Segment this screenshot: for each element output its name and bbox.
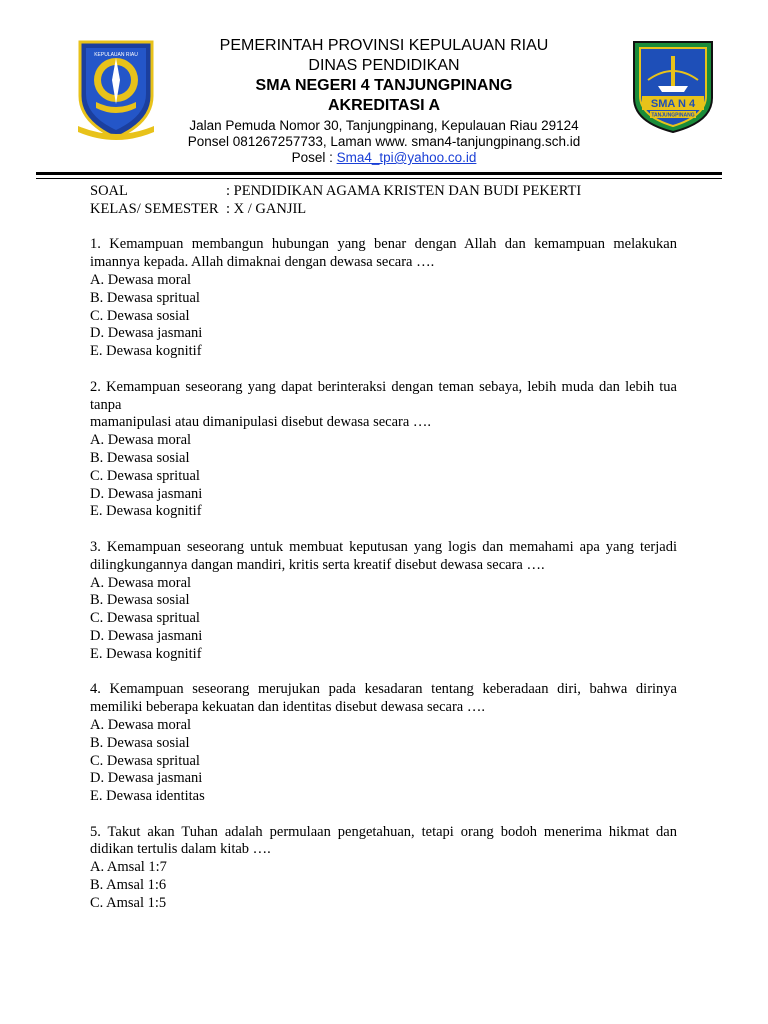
school-logo xyxy=(628,36,718,134)
department-name: DINAS PENDIDIKAN xyxy=(308,57,460,74)
contact-block xyxy=(160,118,608,166)
header-divider-thin xyxy=(36,178,722,179)
class-value: : X / GANJIL xyxy=(226,200,307,217)
option-a: A. Amsal 1:7 xyxy=(90,859,167,876)
question-text: 3. Kemampuan seseorang untuk membuat keputusan yang logis dan memahami apa yang terjadi dilingkungannya dangan mandiri, kritis serta kreatif disebut dewasa secara …. xyxy=(90,538,677,573)
question-text-continued: mamanipulasi atau dimanipulasi disebut dewasa secara …. xyxy=(90,414,432,431)
email-link[interactable]: Sma4_tpi@yahoo.co.id xyxy=(336,150,477,165)
question-text: 5. Takut akan Tuhan adalah permulaan pengetahuan, tetapi orang bodoh menerima hikmat dan didikan tertulis dalam kitab …. xyxy=(90,823,677,858)
letterhead-text xyxy=(160,36,608,116)
option-b: B. Amsal 1:6 xyxy=(90,877,167,894)
option-d: D. Dewasa jasmani xyxy=(90,325,203,342)
subject-value: : PENDIDIKAN AGAMA KRISTEN DAN BUDI PEKERTI xyxy=(226,183,582,199)
option-e: E. Dewasa kognitif xyxy=(90,343,202,360)
class-label: KELAS/ SEMESTER xyxy=(90,200,219,217)
option-d: D. Dewasa jasmani xyxy=(90,627,203,644)
question-4 xyxy=(90,681,677,806)
option-c: C. Dewasa sosial xyxy=(90,307,190,324)
question-2 xyxy=(90,379,677,521)
option-b: B. Dewasa spritual xyxy=(90,289,200,306)
class-row xyxy=(90,201,677,219)
option-d: D. Dewasa jasmani xyxy=(90,770,203,787)
option-d: D. Dewasa jasmani xyxy=(90,485,203,502)
question-text: 1. Kemampuan membangun hubungan yang benar dengan Allah dan kemampuan melakukan imannya kepada. Allah dimaknai dengan dewasa secara …. xyxy=(90,236,677,271)
contact-line: Ponsel 081267257733, Laman www. sman4-tanjungpinang.sch.id xyxy=(187,134,581,149)
logo-right-subtext: TANJUNGPINANG xyxy=(651,112,695,119)
logo-left-text: KEPULAUAN RIAU xyxy=(94,52,138,58)
option-e: E. Dewasa kognitif xyxy=(90,503,202,520)
government-name: PEMERINTAH PROVINSI KEPULAUAN RIAU xyxy=(219,37,549,54)
option-a: A. Dewasa moral xyxy=(90,574,192,591)
address-line: Jalan Pemuda Nomor 30, Tanjungpinang, Kepulauan Riau 29124 xyxy=(189,118,579,133)
letterhead xyxy=(0,0,768,180)
option-e: E. Dewasa kognitif xyxy=(90,645,202,662)
question-5 xyxy=(90,824,677,913)
option-c: C. Dewasa spritual xyxy=(90,467,200,484)
option-c: C. Amsal 1:5 xyxy=(90,894,167,911)
subject-label: SOAL xyxy=(90,183,128,199)
option-b: B. Dewasa sosial xyxy=(90,449,190,466)
question-1 xyxy=(90,236,677,361)
school-name: SMA NEGERI 4 TANJUNGPINANG xyxy=(255,77,513,94)
exam-body xyxy=(90,183,677,913)
option-c: C. Dewasa spritual xyxy=(90,752,200,769)
option-b: B. Dewasa sosial xyxy=(90,734,190,751)
question-text: 2. Kemampuan seseorang yang dapat berinteraksi dengan teman sebaya, lebih muda dan lebih tua tanpa xyxy=(90,378,677,413)
option-a: A. Dewasa moral xyxy=(90,432,192,449)
header-divider-thick xyxy=(36,172,722,175)
email-label: Posel : xyxy=(291,150,337,165)
question-3 xyxy=(90,539,677,664)
email-line xyxy=(160,150,608,166)
option-b: B. Dewasa sosial xyxy=(90,592,190,609)
question-text: 4. Kemampuan seseorang merujukan pada kesadaran tentang keberadaan diri, bahwa dirinya memiliki beberapa kekuatan dan identitas disebut dewasa secara …. xyxy=(90,681,677,716)
province-emblem-logo xyxy=(74,34,158,142)
option-e: E. Dewasa identitas xyxy=(90,788,205,805)
logo-right-text: SMA N 4 xyxy=(650,98,696,110)
option-a: A. Dewasa moral xyxy=(90,271,192,288)
accreditation: AKREDITASI A xyxy=(328,97,440,114)
option-a: A. Dewasa moral xyxy=(90,716,192,733)
subject-row xyxy=(90,183,677,201)
option-c: C. Dewasa spritual xyxy=(90,610,200,627)
